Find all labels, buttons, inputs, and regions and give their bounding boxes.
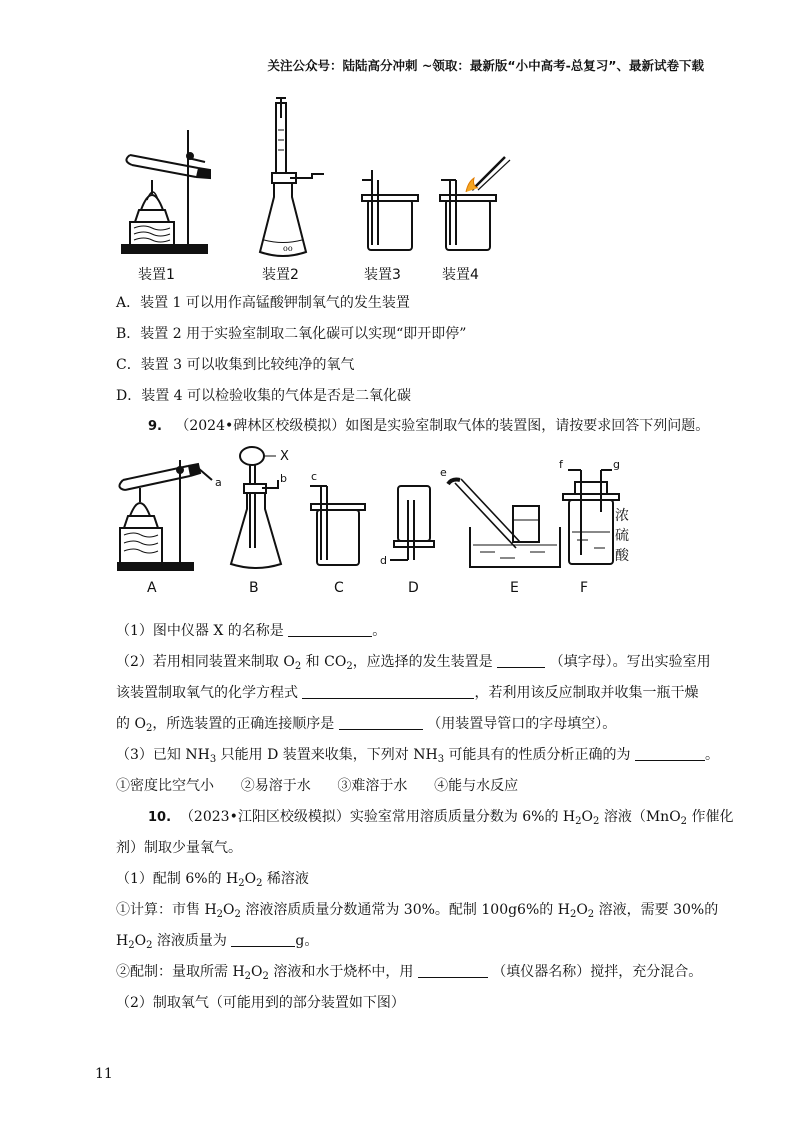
- apparatus-A: [118, 460, 212, 570]
- q9-number: 9.: [148, 419, 162, 434]
- q10-stem-line2: 剂）制取少量氧气。: [116, 840, 242, 856]
- label-g: g: [613, 458, 620, 471]
- q10-calc-line2: $H_2O_2$ 溶液质量为 g。: [116, 933, 319, 951]
- q9-part3: （3）已知 $NH_3$ 只能用 D 装置来收集，下列对 $NH_3$ 可能具有的性质分析正确的为 。: [116, 747, 719, 765]
- q10-part1: （1）配制 6%的 $H_2O_2$ 稀溶液: [116, 871, 309, 889]
- answer-blank[interactable]: [635, 746, 705, 761]
- caption-apparatus-3: 装置3: [364, 267, 401, 283]
- acid-label-2: 硫: [615, 528, 629, 544]
- q8-option-a: A．装置 1 可以用作高锰酸钾制氧气的发生装置: [116, 295, 410, 311]
- q10-number: 10.: [148, 810, 172, 825]
- caption-apparatus-4: 装置4: [442, 267, 479, 283]
- label-b: b: [280, 472, 287, 485]
- caption-A: A: [147, 580, 157, 596]
- q10-prep: ②配制：量取所需 $H_2O_2$ 溶液和水于烧杯中，用 （填仪器名称）搅拌，充分混合。: [116, 964, 703, 982]
- caption-apparatus-1: 装置1: [138, 267, 175, 283]
- label-c: c: [311, 470, 318, 483]
- caption-D: D: [408, 580, 419, 596]
- q10-stem: 10. （2023•江阳区校级模拟）实验室常用溶质质量分数为 6%的 $H_2O_2$ 溶液（MnO$_2$ 作催化: [148, 809, 734, 827]
- q9-part2-line2: 该装置制取氧气的化学方程式 ，若利用该反应制取并收集一瓶干燥: [116, 685, 699, 701]
- q9-stem: 9. （2024•碑林区校级模拟）如图是实验室制取气体的装置图，请按要求回答下列问题。: [148, 418, 710, 434]
- label-e: e: [440, 466, 447, 479]
- apparatus-B: [231, 447, 281, 568]
- caption-F: F: [580, 580, 589, 596]
- q9-choices: ①密度比空气小 ②易溶于水 ③难溶于水 ④能与水反应: [116, 778, 519, 794]
- answer-blank[interactable]: [302, 684, 474, 699]
- q10-part2: （2）制取氧气（可能用到的部分装置如下图）: [116, 995, 405, 1011]
- apparatus-F: [563, 470, 619, 564]
- figure-apparatus-a-f: [118, 447, 619, 570]
- apparatus-2: [260, 98, 324, 256]
- apparatus-1: [122, 130, 210, 253]
- answer-blank[interactable]: [497, 653, 545, 668]
- label-x: X: [280, 449, 289, 464]
- page-header: 关注公众号：陆陆高分冲刺 ~领取：最新版“小中高考-总复习”、最新试卷下载: [267, 58, 704, 73]
- q9-part2-line3: 的 $O_2$，所选装置的正确连接顺序是 （用装置导管口的字母填空）。: [116, 716, 617, 734]
- q10-calc-line1: ①计算：市售 $H_2O_2$ 溶液溶质质量分数通常为 30%。配制 100g6%的 $H_2O_2$ 溶液，需要 30%的: [116, 902, 719, 920]
- answer-blank[interactable]: [339, 715, 423, 730]
- q8-option-c: C．装置 3 可以收集到比较纯净的氧气: [116, 357, 355, 373]
- acid-label-1: 浓: [615, 508, 629, 524]
- answer-blank[interactable]: [418, 963, 488, 978]
- caption-E: E: [510, 580, 519, 596]
- answer-blank[interactable]: [288, 622, 372, 637]
- apparatus-3: [362, 170, 418, 250]
- label-f: f: [559, 458, 563, 471]
- acid-label-3: 酸: [615, 548, 629, 564]
- apparatus-D: [390, 486, 434, 560]
- svg-text:oo: oo: [283, 244, 293, 253]
- q9-part2-line1: （2）若用相同装置来制取 $O_2$ 和 $CO_2$，应选择的发生装置是 （填字母）。写出实验室用: [116, 654, 711, 672]
- answer-blank[interactable]: [231, 932, 295, 947]
- q8-option-b: B．装置 2 用于实验室制取二氧化碳可以实现“即开即停”: [116, 326, 467, 342]
- caption-C: C: [334, 580, 344, 596]
- apparatus-E: [448, 479, 560, 567]
- caption-apparatus-2: 装置2: [262, 267, 299, 283]
- page-number: 11: [95, 1066, 113, 1082]
- apparatus-C: [310, 486, 365, 565]
- q9-part1: （1）图中仪器 X 的名称是 。: [116, 623, 387, 639]
- label-d: d: [380, 554, 387, 567]
- apparatus-4: [440, 157, 510, 250]
- label-a: a: [215, 476, 222, 489]
- q8-option-d: D．装置 4 可以检验收集的气体是否是二氧化碳: [116, 388, 412, 404]
- caption-B: B: [249, 580, 259, 596]
